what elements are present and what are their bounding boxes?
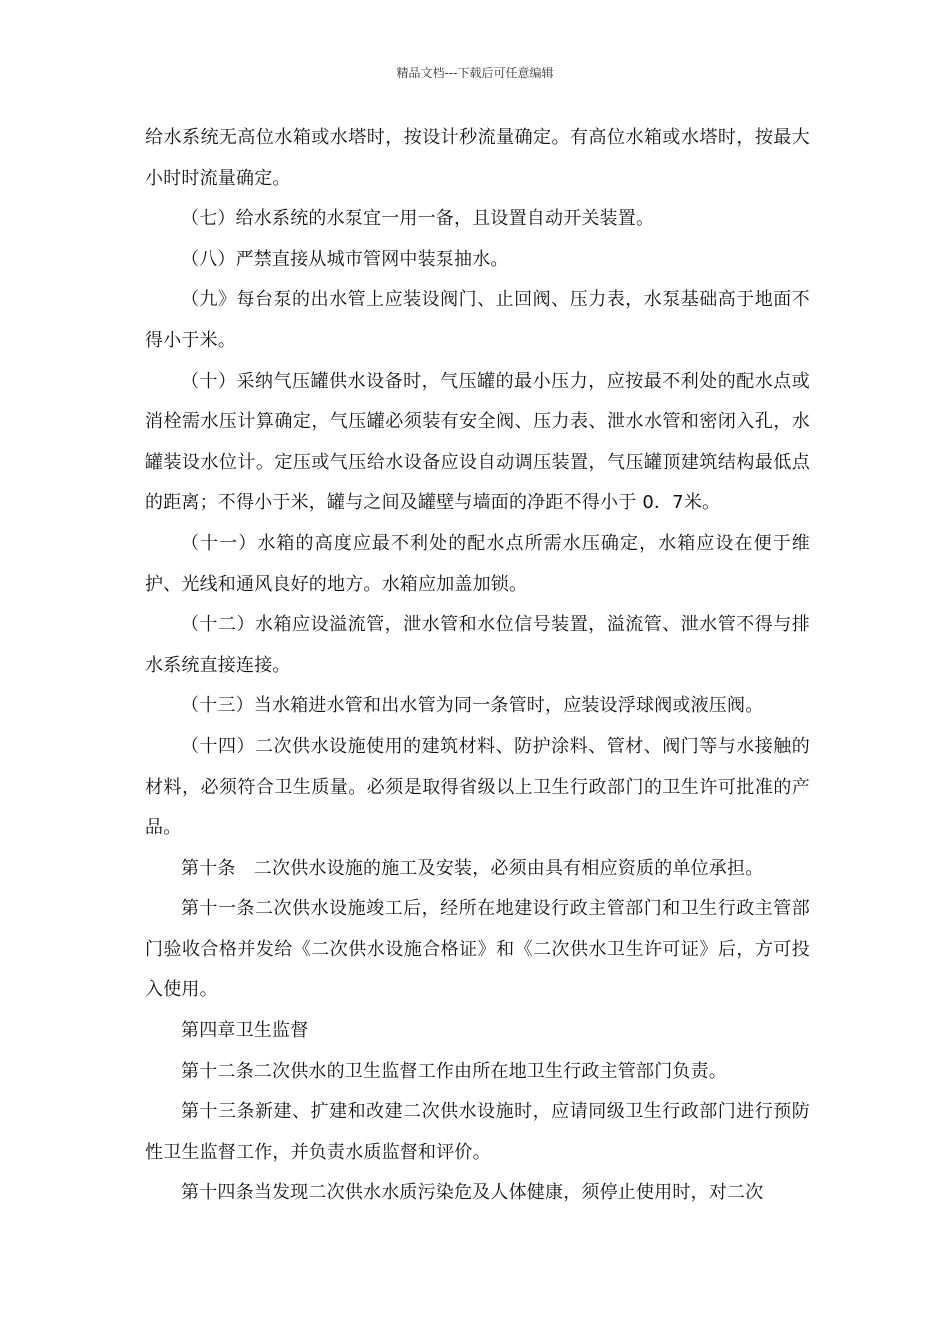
article-12: 第十二条二次供水的卫生监督工作由所在地卫生行政主管部门负责。 bbox=[181, 1060, 727, 1082]
paragraph: （十四）二次供水设施使用的建筑材料、防护涂料、管材、阀门等与水接触的材料，必须符合卫生质量。必须是取得省级以上卫生行政部门的卫生许可批准的产品。 bbox=[145, 735, 810, 839]
paragraph: （十一）水箱的高度应最不利处的配水点所需水压确定，水箱应设在便于维护、光线和通风良好的地方。水箱应加盖加锁。 bbox=[145, 532, 810, 595]
paragraph: （九》每台泵的出水管上应装设阀门、止回阀、压力表，水泵基础高于地面不得小于米。 bbox=[145, 289, 810, 351]
page-header: 精品文档---下载后可任意编辑 bbox=[396, 66, 554, 80]
chapter-heading: 第四章卫生监督 bbox=[181, 1020, 309, 1042]
paragraph: （八）严禁直接从城市管网中装泵抽水。 bbox=[181, 248, 509, 270]
article-13: 第十三条新建、扩建和改建二次供水设施时，应请同级卫生行政部门进行预防性卫生监督工作，并负责水质监督和评价。 bbox=[145, 1101, 810, 1163]
paragraph: （十三）当水箱进水管和出水管为同一条管时，应装设浮球阀或液压阀。 bbox=[181, 695, 764, 717]
paragraph: （十二）水箱应设溢流管，泄水管和水位信号装置，溢流管、泄水管不得与排水系统直接连接。 bbox=[145, 614, 810, 676]
document-body bbox=[145, 118, 810, 1214]
paragraph: （十）采纳气压罐供水设备时，气压罐的最小压力，应按最不利处的配水点或消栓需水压计算确定，气压罐必须装有安全阀、压力表、泄水水管和密闭入孔，水罐装设水位计。定压或气压给水设备应设自动调压装置，气压罐顶建筑结构最低点的距离；不得小于米，罐与之间及罐壁与墙面的净距不得小于 0．7米。 bbox=[145, 370, 810, 514]
paragraph: 给水系统无高位水箱或水塔时，按设计秒流量确定。有高位水箱或水塔时，按最大小时时流量确定。 bbox=[145, 127, 810, 189]
article-11: 第十一条二次供水设施竣工后，经所在地建设行政主管部门和卫生行政主管部门验收合格并发给《二次供水设施合格证》和《二次供水卫生许可证》后，方可投入使用。 bbox=[145, 898, 810, 1001]
article-10: 第十条 二次供水设施的施工及安装，必须由具有相应资质的单位承担。 bbox=[181, 857, 764, 879]
article-14: 第十四条当发现二次供水水质污染危及人体健康，须停止使用时，对二次 bbox=[181, 1182, 764, 1204]
paragraph: （七）给水系统的水泵宜一用一备，且设置自动开关装置。 bbox=[181, 208, 655, 230]
